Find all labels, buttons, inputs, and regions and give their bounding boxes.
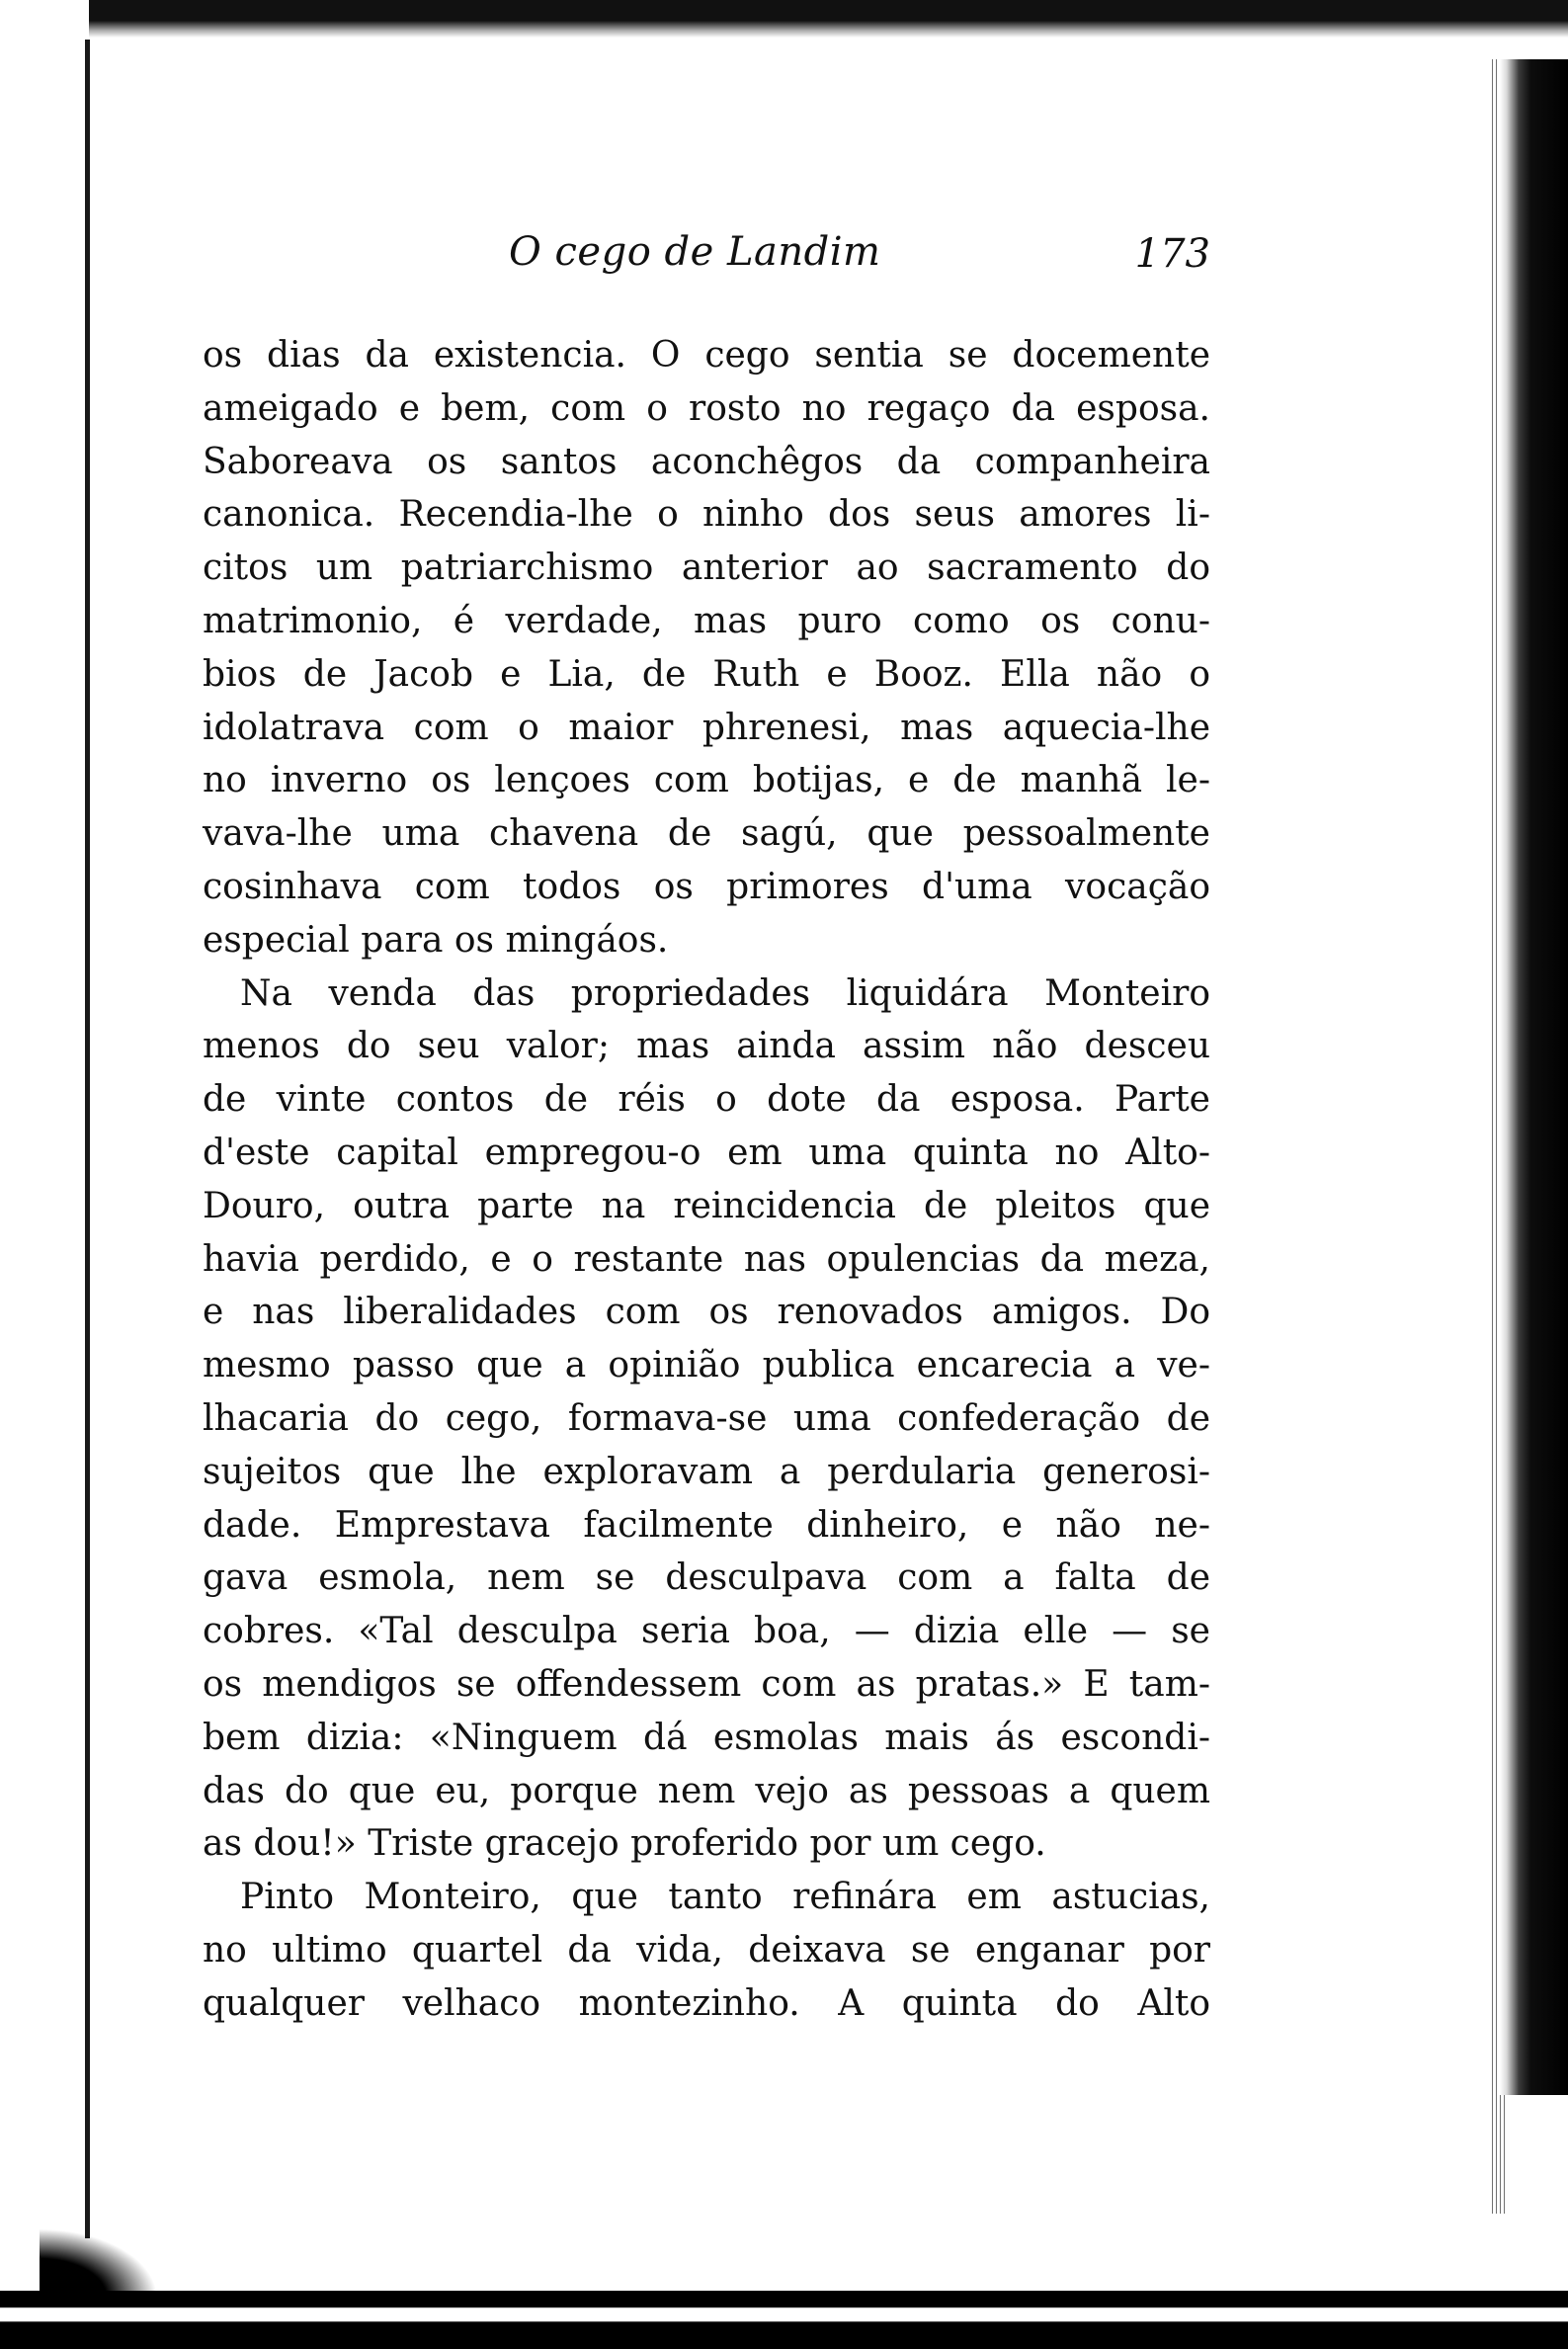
text-line: qualquer velhaco montezinho. A quinta do Alto: [203, 1982, 1210, 2024]
text-line: bem dizia: «Ninguem dá esmolas mais ás escondi-: [203, 1717, 1210, 1758]
text-line: dade. Emprestava facilmente dinheiro, e não ne-: [203, 1504, 1210, 1546]
text-line: e nas liberalidades com os renovados amigos. Do: [203, 1292, 1210, 1333]
text-line: bios de Jacob e Lia, de Ruth e Booz. Ella não o: [203, 653, 1210, 695]
text-line: Saboreava os santos aconchêgos da companheira: [203, 441, 1210, 482]
text-line: citos um patriarchismo anterior ao sacramento do: [203, 547, 1210, 589]
scan-left-edge: [85, 40, 90, 2238]
text-line: os mendigos se offendessem com as pratas.» E tam-: [203, 1663, 1210, 1705]
paragraph: [203, 329, 1210, 967]
text-line: vava-lhe uma chavena de sagú, que pessoalmente: [203, 813, 1210, 855]
text-line: Na venda das propriedades liquidára Monteiro: [240, 972, 1210, 1014]
text-line: das do que eu, porque nem vejo as pessoas a quem: [203, 1770, 1210, 1811]
text-line: cosinhava com todos os primores d'uma vocação: [203, 866, 1210, 907]
text-line: ameigado e bem, com o rosto no regaço da esposa.: [203, 387, 1210, 429]
text-line: no inverno os lençoes com botijas, e de manhã le-: [203, 760, 1210, 801]
scan-spine-shadow: [1500, 59, 1568, 2095]
text-line: de vinte contos de réis o dote da esposa. Parte: [203, 1079, 1210, 1121]
text-line: as dou!» Triste gracejo proferido por um cego.: [203, 1823, 1046, 1865]
page-number: 173: [1134, 231, 1210, 277]
text-line: cobres. «Tal desculpa seria boa, — dizia elle — se: [203, 1611, 1210, 1652]
paragraph: [203, 1871, 1210, 2030]
text-line: Pinto Monteiro, que tanto refinára em astucias,: [240, 1877, 1210, 1918]
text-line: Douro, outra parte na reincidencia de pleitos que: [203, 1185, 1210, 1226]
body-text: [203, 329, 1210, 2031]
text-line: os dias da existencia. O cego sentia se docemente: [203, 335, 1210, 376]
text-line: gava esmola, nem se desculpava com a falta de: [203, 1557, 1210, 1599]
paragraph: [203, 967, 1210, 1872]
text-line: especial para os mingáos.: [203, 919, 669, 961]
text-line: idolatrava com o maior phrenesi, mas aquecia-lhe: [203, 707, 1210, 748]
text-line: matrimonio, é verdade, mas puro como os conu-: [203, 600, 1210, 641]
text-line: d'este capital empregou-o em uma quinta no Alto-: [203, 1132, 1210, 1173]
text-line: mesmo passo que a opinião publica encarecia a ve-: [203, 1345, 1210, 1386]
chapter-title: O cego de Landim: [509, 229, 881, 275]
text-line: menos do seu valor; mas ainda assim não desceu: [203, 1026, 1210, 1067]
text-line: lhacaria do cego, formava-se uma confederação de: [203, 1397, 1210, 1439]
scan-top-edge: [89, 0, 1568, 38]
text-line: sujeitos que lhe exploravam a perdularia generosi-: [203, 1451, 1210, 1492]
scan-corner-shadow: [40, 2228, 158, 2298]
text-line: canonica. Recendia-lhe o ninho dos seus amores li-: [203, 494, 1210, 536]
text-line: havia perdido, e o restante nas opulencias da meza,: [203, 1238, 1210, 1280]
scan-bottom-edge: [0, 2291, 1568, 2349]
text-line: no ultimo quartel da vida, deixava se enganar por: [203, 1929, 1210, 1971]
running-header: [203, 229, 1210, 289]
